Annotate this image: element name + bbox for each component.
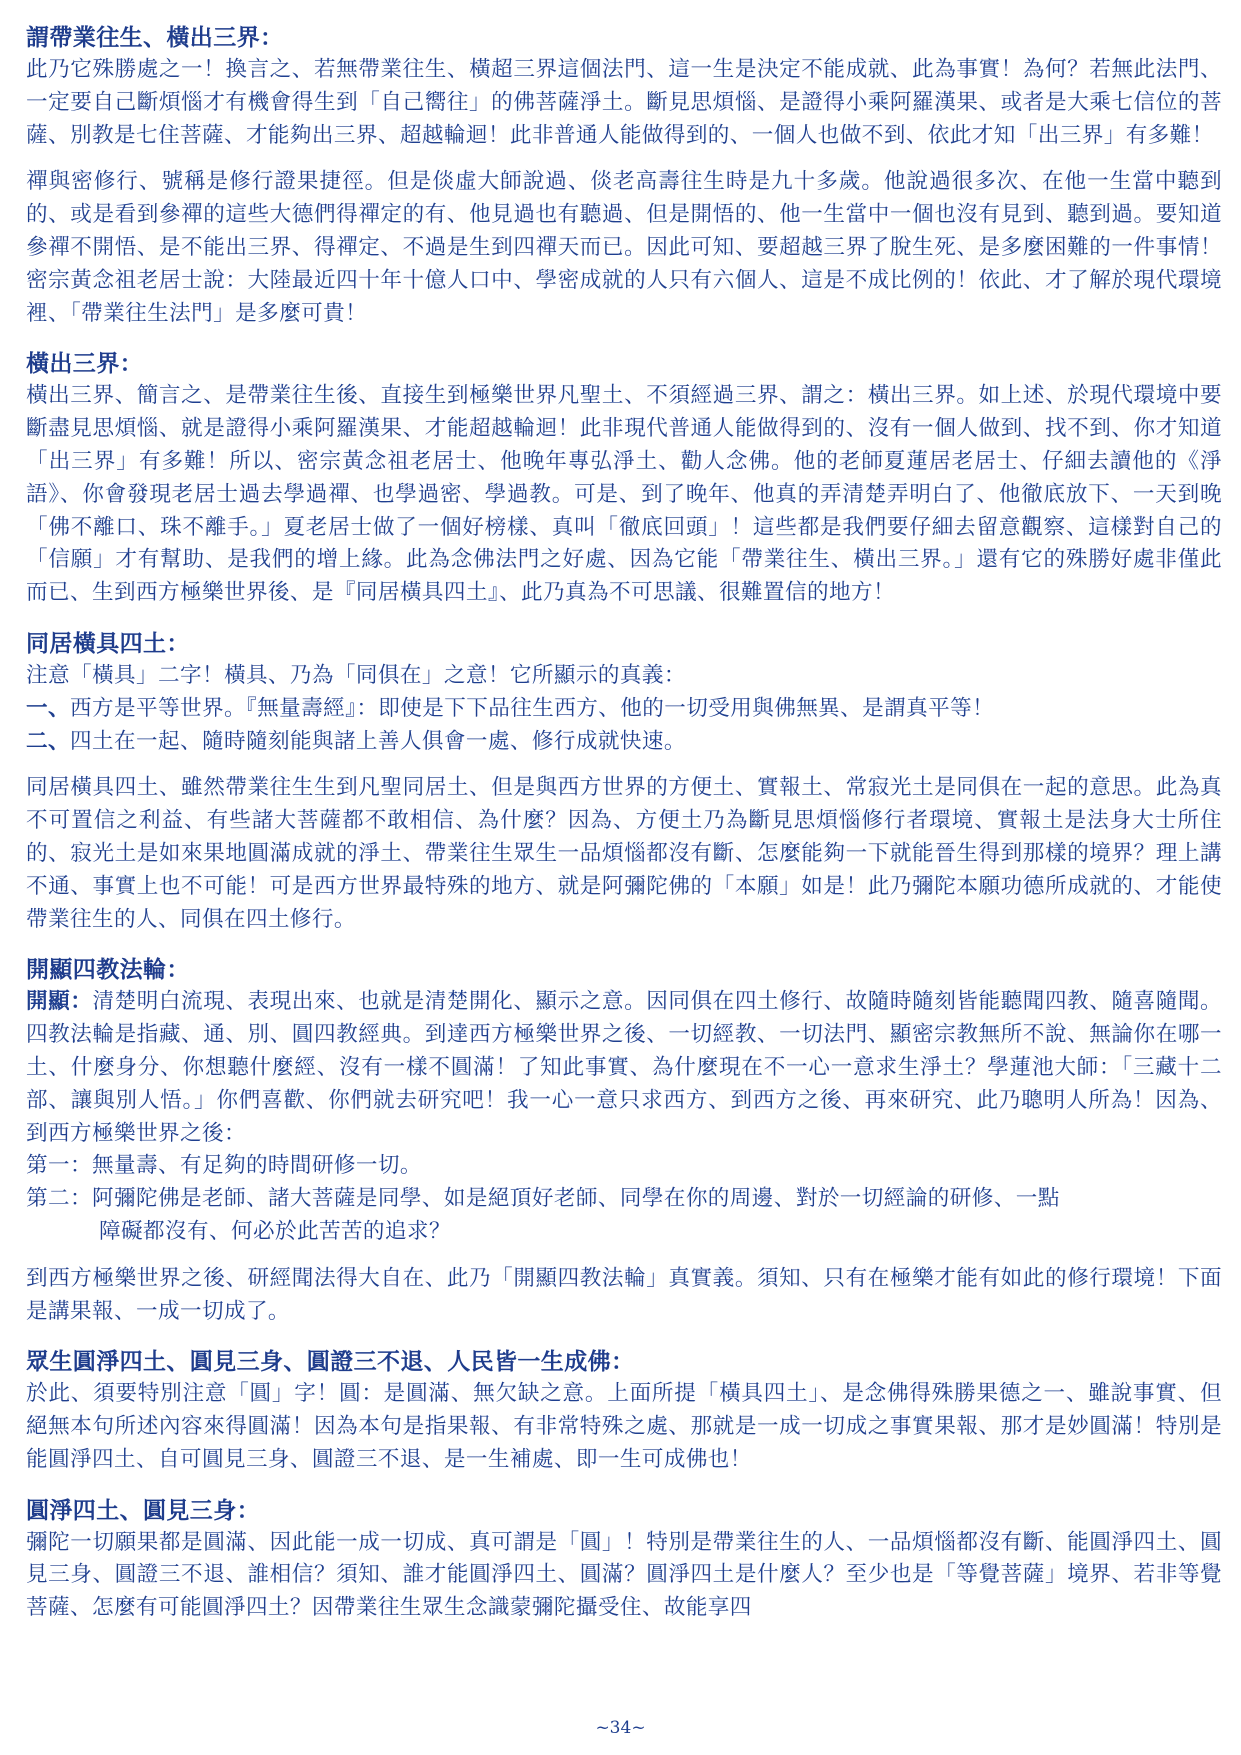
paragraph: 同居橫具四土、雖然帶業往生生到凡聖同居土、但是與西方世界的方便土、實報土、常寂光土是同俱在一起的意思。此為真不可置信之利益、有些諸大菩薩都不敢相信、為什麼？因為、方便土乃為斷見思煩惱修行者環境、實報土是法身大士所住的、寂光土是如來果地圓滿成就的淨土、帶業往生眾生一品煩惱都沒有斷、怎麼能夠一下就能晉生得到那樣的境界？理上講不通、事實上也不可能！可是西方世界最特殊的地方、就是阿彌陀佛的「本願」如是！此乃彌陀本願功德所成就的、才能使帶業往生的人、同俱在四土修行。 xyxy=(26,775,1222,932)
paragraph: 彌陀一切願果都是圓滿、因此能一成一切成、真可謂是「圓」！特別是帶業往生的人、一品煩惱都沒有斷、能圓淨四土、圓見三身、圓證三不退、誰相信？須知、誰才能圓淨四土、圓滿？圓淨四土是什麼人？至少也是「等覺菩薩」境界、若非等覺菩薩、怎麼有可能圓淨四土？因帶業往生眾生念識蒙彌陀攝受住、故能享四 xyxy=(26,1529,1222,1621)
list-item-number: 二、 xyxy=(26,728,70,754)
section-yuan-jing-si-tu-full xyxy=(26,1346,1222,1476)
section-heading: 同居橫具四土： xyxy=(26,629,190,657)
paragraph: 到西方極樂世界之後、研經聞法得大自在、此乃「開顯四教法輪」真實義。須知、只有在極樂才能有如此的修行環境！下面是講果報、一成一切成了。 xyxy=(26,1265,1222,1324)
section-heading: 眾生圓淨四土、圓見三身、圓證三不退、人民皆一生成佛： xyxy=(26,1348,635,1376)
list-item xyxy=(26,1183,1222,1216)
list-item xyxy=(26,1150,1222,1183)
list-item xyxy=(26,726,1222,759)
section-heading: 圓淨四土、圓見三身： xyxy=(26,1496,260,1524)
paragraph-text: 清楚明白流現、表現出來、也就是清楚開化、顯示之意。因同俱在四土修行、故隨時隨刻皆能聽聞四教、隨喜隨聞。四教法輪是指藏、通、別、圓四教經典。到達西方極樂世界之後、一切經教、一切法門、顯密宗教無所不說、無論你在哪一土、什麼身分、你想聽什麼經、沒有一樣不圓滿！了知此事實、為什麼現在不一心一意求生淨土？學蓮池大師：「三藏十二部、讓與別人悟。」你們喜歡、你們就去研究吧！我一心一意只求西方、到西方之後、再來研究、此乃聰明人所為！因為、到西方極樂世界之後： xyxy=(26,989,1222,1146)
section-heading: 開顯四教法輪： xyxy=(26,956,190,984)
list-item-text: 西方是平等世界。『無量壽經』：即使是下下品往生西方、他的一切受用與佛無異、是謂真平等！ xyxy=(70,695,995,721)
list-item-text: 阿彌陀佛是老師、諸大菩薩是同學、如是絕頂好老師、同學在你的周邊、對於一切經論的研修、一點 xyxy=(91,1186,1060,1212)
list-item-continuation: 障礙都沒有、何必於此苦苦的追求？ xyxy=(99,1218,451,1244)
list-item-number: 第一： xyxy=(26,1153,92,1179)
list-item-text: 無量壽、有足夠的時間研修一切。 xyxy=(91,1153,422,1179)
paragraph: 於此、須要特別注意「圓」字！圓：是圓滿、無欠缺之意。上面所提「橫具四土」、是念佛得殊勝果德之一、雖說事實、但絕無本句所述內容來得圓滿！因為本句是指果報、有非常特殊之處、那就是一成一切成之事實果報、那才是妙圓滿！特別是能圓淨四土、自可圓見三身、圓證三不退、是一生補處、即一生可成佛也！ xyxy=(26,1381,1222,1472)
paragraph: 此乃它殊勝處之一！換言之、若無帶業往生、橫超三界這個法門、這一生是決定不能成就、此為事實！為何？若無此法門、一定要自己斷煩惱才有機會得生到「自己嚮往」的佛菩薩淨土。斷見思煩惱、是證得小乘阿羅漢果、或者是大乘七信位的菩薩、別教是七住菩薩、才能夠出三界、超越輪迴！此非普通人能做得到的、一個人也做不到、依此才知「出三界」有多難！ xyxy=(26,57,1222,148)
list-item-text: 四土在一起、隨時隨刻能與諸上善人俱會一處、修行成就快速。 xyxy=(70,728,686,754)
list-item-number: 第二： xyxy=(26,1186,92,1212)
paragraph xyxy=(26,986,1222,1150)
section-dai-ye-wang-sheng xyxy=(26,22,1222,330)
list-item xyxy=(26,693,1222,726)
section-yuan-jing-san-shen xyxy=(26,1495,1222,1625)
section-kai-xian-si-jiao xyxy=(26,954,1222,1328)
section-heading: 謂帶業往生、橫出三界： xyxy=(26,24,284,51)
paragraph: 禪與密修行、號稱是修行證果捷徑。但是倓虛大師說過、倓老高壽往生時是九十多歲。他說過很多次、在他一生當中聽到的、或是看到參禪的這些大德們得禪定的有、他見過也有聽過、但是開悟的、他一生當中一個也沒有見到、聽到過。要知道參禪不開悟、是不能出三界、得禪定、不過是生到四禪天而已。因此可知、要超越三界了脫生死、是多麼困難的一件事情！密宗黃念祖老居士說：大陸最近四十年十億人口中、學密成就的人只有六個人、這是不成比例的！依此、才了解於現代環境裡、「帶業往生法門」是多麼可貴！ xyxy=(26,169,1222,326)
lead-term: 開顯： xyxy=(26,989,93,1015)
paragraph: 注意「橫具」二字！橫具、乃為「同俱在」之意！它所顯示的真義： xyxy=(26,662,686,688)
paragraph: 橫出三界、簡言之、是帶業往生後、直接生到極樂世界凡聖土、不須經過三界、謂之：橫出三界。如上述、於現代環境中要斷盡見思煩惱、就是證得小乘阿羅漢果、才能超越輪迴！此非現代普通人能做得到的、沒有一個人做到、找不到、你才知道「出三界」有多難！所以、密宗黃念祖老居士、他晚年專弘淨土、勸人念佛。他的老師夏蓮居老居士、仔細去讀他的《淨語》、你會發現老居士過去學過禪、也學過密、學過教。可是、到了晚年、他真的弄清楚弄明白了、他徹底放下、一天到晚「佛不離口、珠不離手。」夏老居士做了一個好榜樣、真叫「徹底回頭」！這些都是我們要仔細去留意觀察、這樣對自己的「信願」才有幫助、是我們的增上緣。此為念佛法門之好處、因為它能「帶業往生、橫出三界。」還有它的殊勝好處非僅此而已、生到西方極樂世界後、是『同居橫具四土』、此乃真為不可思議、很難置信的地方！ xyxy=(26,383,1222,606)
page-number: ~34~ xyxy=(595,1718,646,1738)
section-tong-ju-heng-ju-si-tu xyxy=(26,628,1222,936)
section-heng-chu-san-jie xyxy=(26,348,1222,610)
list-item-number: 一、 xyxy=(26,695,70,721)
document-page xyxy=(26,22,1222,1625)
section-heading: 橫出三界： xyxy=(26,350,143,378)
